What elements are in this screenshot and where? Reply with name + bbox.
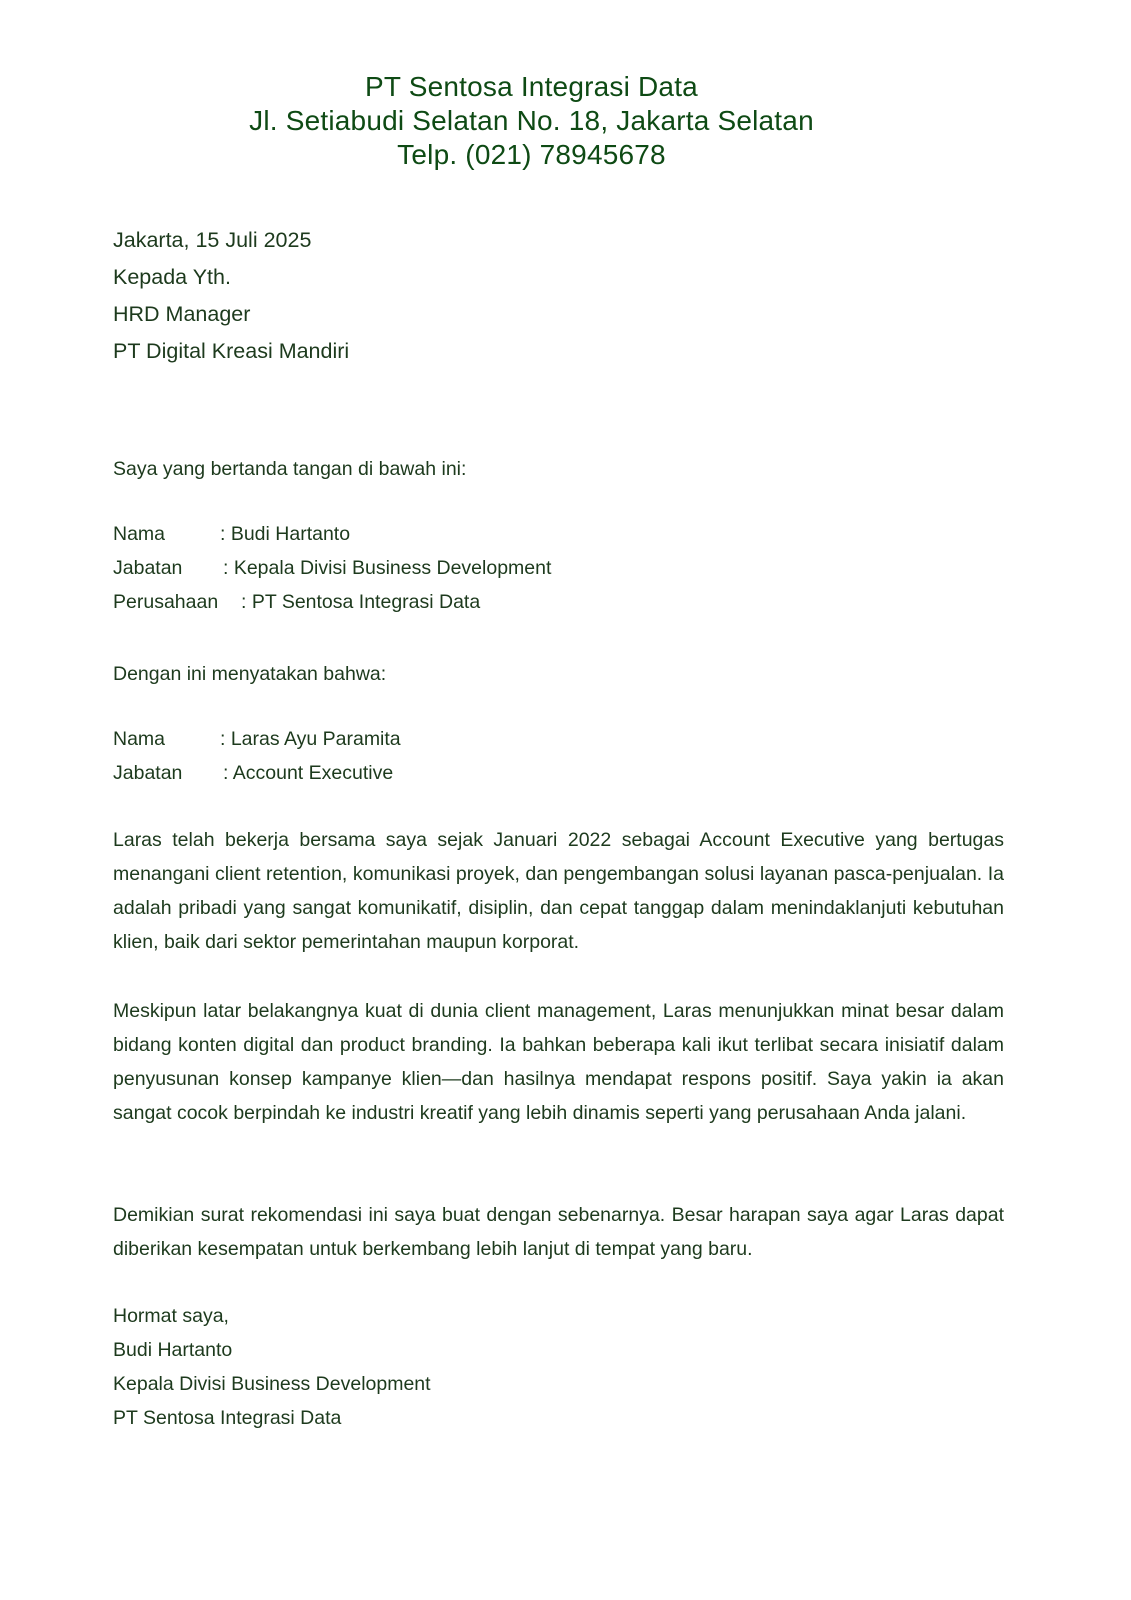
recipient-block: [113, 222, 1004, 370]
field-label: Nama: [113, 523, 166, 545]
field-label: Jabatan: [113, 557, 183, 579]
field-label: Perusahaan: [113, 591, 219, 613]
field-label: Nama: [113, 728, 166, 750]
signer-intro: Saya yang bertanda tangan di bawah ini:: [113, 458, 467, 480]
letterhead: [0, 70, 1063, 172]
recipient-title: HRD Manager: [113, 302, 251, 326]
subject-intro: Dengan ini menyatakan bahwa:: [113, 663, 387, 685]
field-value: : Account Executive: [223, 762, 394, 784]
closing-position: Kepala Divisi Business Development: [113, 1373, 431, 1395]
place-date: Jakarta, 15 Juli 2025: [113, 228, 312, 252]
recipient-salutation: Kepada Yth.: [113, 265, 231, 289]
field-value: : Laras Ayu Paramita: [220, 728, 401, 750]
letterhead-phone: Telp. (021) 78945678: [397, 139, 666, 170]
field-value: : PT Sentosa Integrasi Data: [241, 591, 481, 613]
paragraph-experience: Laras telah bekerja bersama saya sejak Januari 2022 sebagai Account Executive yang bertugas menangani client retention, komunikasi proyek, dan pengembangan solusi layanan pasca-penjualan. Ia adalah pribadi yang sangat komunikatif, disiplin, dan cepat tanggap dalam menindaklanjuti kebutuhan klien, baik dari sektor pemerintahan maupun korporat.: [113, 829, 1004, 953]
field-value: : Kepala Divisi Business Development: [223, 557, 552, 579]
paragraph-interest: Meskipun latar belakangnya kuat di dunia client management, Laras menunjukkan minat besar dalam bidang konten digital dan product branding. Ia bahkan beberapa kali ikut terlibat secara inisiatif dalam penyusunan konsep kampanye klien—dan hasilnya mendapat respons positif. Saya yakin ia akan sangat cocok berpindah ke industri kreatif yang lebih dinamis seperti yang perusahaan Anda jalani.: [113, 1000, 1004, 1124]
letterhead-company: PT Sentosa Integrasi Data: [365, 71, 698, 102]
field-label: Jabatan: [113, 762, 183, 784]
letterhead-address: Jl. Setiabudi Selatan No. 18, Jakarta Selatan: [249, 105, 814, 136]
closing-name: Budi Hartanto: [113, 1339, 233, 1361]
closing-block: [113, 1299, 1004, 1435]
closing-greeting: Hormat saya,: [113, 1305, 229, 1327]
field-value: : Budi Hartanto: [220, 523, 351, 545]
closing-company: PT Sentosa Integrasi Data: [113, 1407, 342, 1429]
paragraph-conclusion: Demikian surat rekomendasi ini saya buat dengan sebenarnya. Besar harapan saya agar Laras dapat diberikan kesempatan untuk berkembang lebih lanjut di tempat yang baru.: [113, 1204, 1004, 1260]
recipient-company: PT Digital Kreasi Mandiri: [113, 339, 350, 363]
